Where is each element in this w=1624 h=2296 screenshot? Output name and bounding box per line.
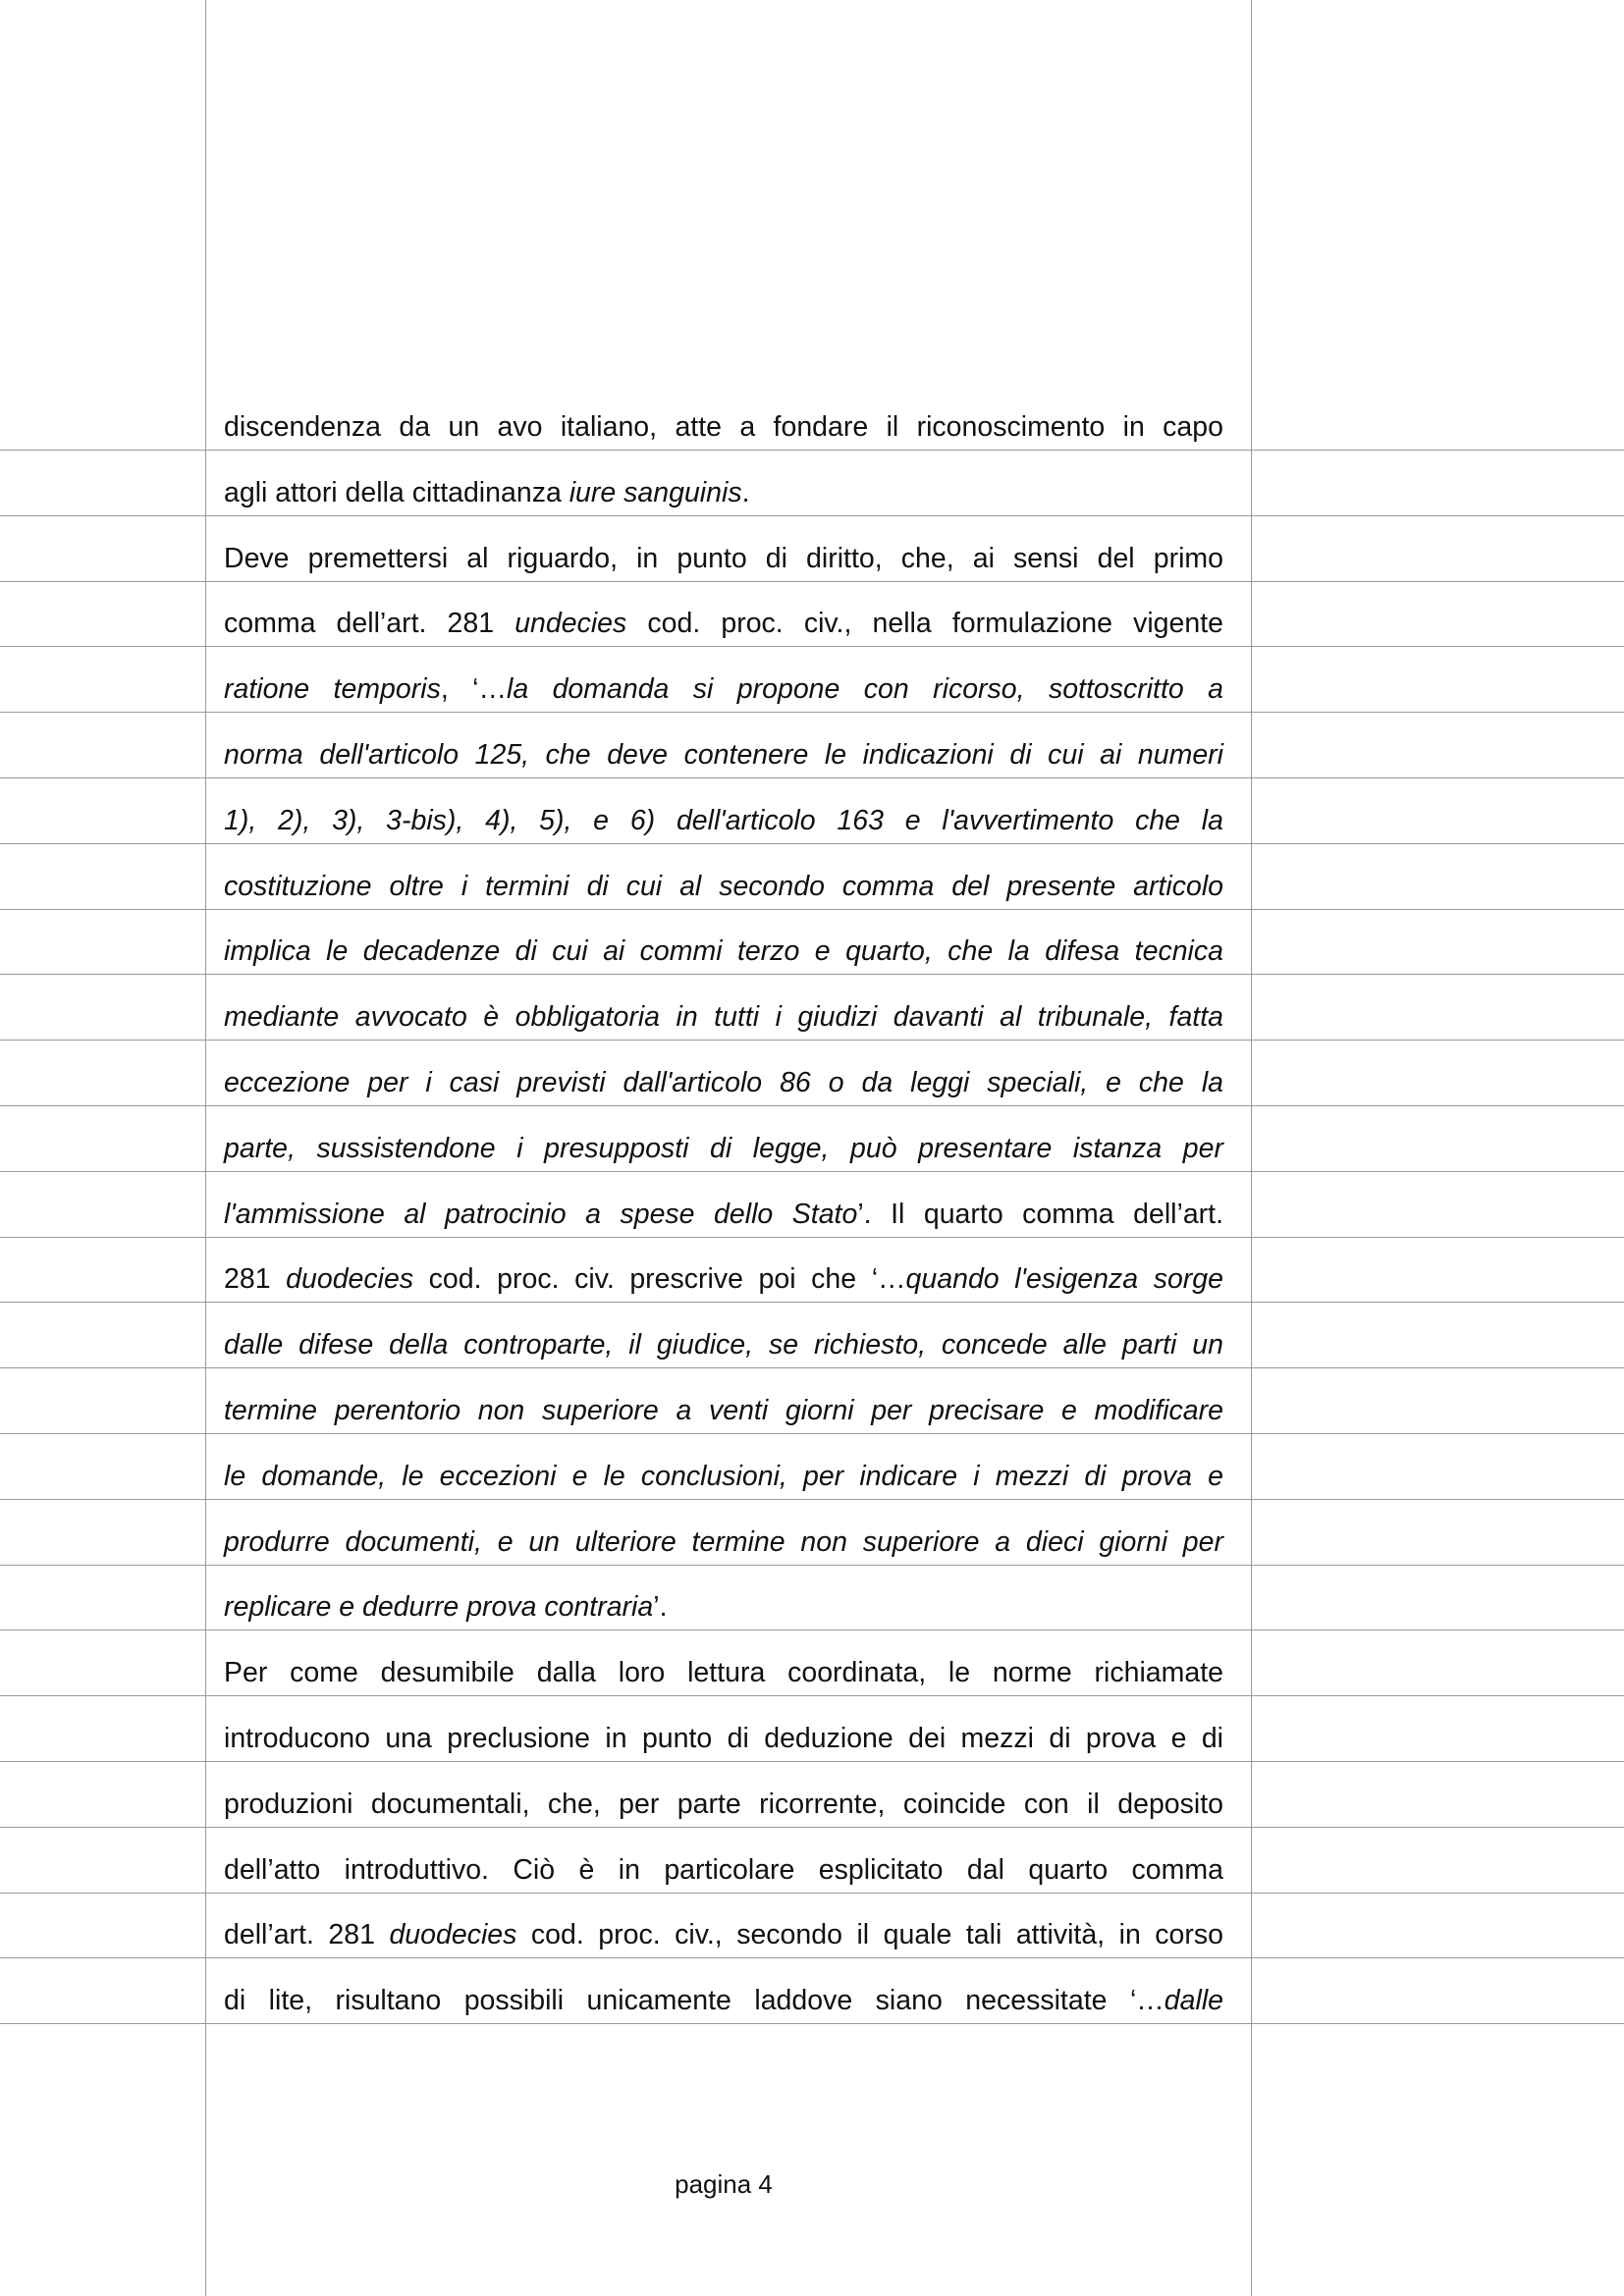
text-segment: 281 [224,1263,287,1296]
italic-text: costituzione oltre i termini di cui al secondo comma del presente articolo [224,870,1223,902]
ruled-line [0,777,1624,778]
text-line [224,607,1223,640]
ruled-line [0,712,1624,713]
ruled-line [0,1367,1624,1368]
ruled-line [0,1629,1624,1630]
text-segment: discendenza da un avo italiano, atte a fondare il riconoscimento in capo [224,411,1223,443]
ruled-line [0,1499,1624,1500]
ruled-line [0,909,1624,910]
ruled-line [0,843,1624,844]
ruled-line [0,1957,1624,1958]
text-segment: cod. proc. civ., nella formulazione vigente [626,608,1223,640]
right-margin-line [1251,0,1252,2296]
italic-text: parte, sussistendone i presupposti di legge, può presentare istanza per [224,1132,1223,1164]
text-line [224,1198,1223,1231]
italic-text: la domanda si propone con ricorso, sottoscritto a [506,673,1223,706]
text-line [224,1918,1223,1951]
ruled-line [0,1827,1624,1828]
text-segment: cod. proc. civ. prescrive poi che ‘… [413,1263,906,1296]
ruled-line [0,1302,1624,1303]
text-line [224,476,1223,509]
text-segment: dell’art. 281 [224,1919,390,1951]
italic-text: norma dell'articolo 125, che deve contenere le indicazioni di cui ai numeri [224,739,1223,771]
text-segment: cod. proc. civ., secondo il quale tali attività, in corso [516,1919,1223,1951]
text-segment: comma dell’art. 281 [224,608,515,640]
italic-text: l'ammissione al patrocinio a spese dello Stato [224,1198,858,1230]
text-segment: , ‘… [440,673,507,706]
ruled-line [0,1105,1624,1106]
italic-text: replicare e dedurre prova contraria [224,1591,654,1624]
text-line [224,1328,1223,1362]
ruled-line [0,1237,1624,1238]
text-segment: Deve premettersi al riguardo, in punto di diritto, che, ai sensi del primo [224,542,1223,574]
text-line [224,410,1223,444]
ruled-line [0,1040,1624,1041]
italic-text: quando l'esigenza sorge [905,1263,1223,1296]
italic-text: undecies [514,608,627,640]
italic-text: le domande, le eccezioni e le conclusioni, per indicare i mezzi di prova e [224,1460,1223,1492]
ruled-line [0,2023,1624,2024]
ruled-line [0,646,1624,647]
text-segment: agli attori della cittadinanza [224,476,569,508]
ruled-line [0,450,1624,451]
ruled-line [0,1893,1624,1894]
italic-text: implica le decadenze di cui ai commi terzo e quarto, che la difesa tecnica [224,935,1223,968]
italic-text: iure sanguinis [568,476,742,508]
text-line [224,1132,1223,1165]
italic-text: eccezione per i casi previsti dall'articolo 86 o da leggi speciali, e che la [224,1067,1223,1098]
text-line [224,1788,1223,1821]
text-segment: ’. [653,1591,668,1624]
left-margin-line [205,0,206,2296]
text-line [224,1656,1223,1689]
italic-text: duodecies [286,1263,414,1296]
text-segment: dell’atto introduttivo. Ciò è in particolare esplicitato dal quarto comma [224,1853,1223,1886]
text-line [224,672,1223,706]
italic-text: dalle [1164,1985,1223,2017]
ruled-line [0,1565,1624,1566]
text-segment: Per come desumibile dalla loro lettura coordinata, le norme richiamate [224,1657,1223,1689]
italic-text: ratione temporis [224,673,441,706]
italic-text: produrre documenti, e un ulteriore termine non superiore a dieci giorni per [224,1525,1223,1558]
text-segment: . [741,476,750,508]
text-segment: di lite, risultano possibili unicamente laddove siano necessitate ‘… [224,1985,1164,2017]
text-line [224,1525,1223,1559]
text-line [224,1590,1223,1624]
text-segment: introducono una preclusione in punto di deduzione dei mezzi di prova e di [224,1723,1223,1754]
text-line [224,1066,1223,1099]
text-line [224,1000,1223,1034]
text-segment: ’. Il quarto comma dell’art. [857,1198,1223,1230]
text-line [224,934,1223,968]
page-footer: pagina 4 [675,2169,773,2199]
italic-text: termine perentorio non superiore a venti giorni per precisare e modificare [224,1395,1223,1426]
text-line [224,870,1223,903]
text-line [224,542,1223,575]
ruled-line [0,974,1624,975]
text-line [224,1460,1223,1493]
text-line [224,1394,1223,1427]
ruled-line [0,1171,1624,1172]
text-line [224,1262,1223,1296]
ruled-line [0,1433,1624,1434]
italic-text: mediante avvocato è obbligatoria in tutti i giudizi davanti al tribunale, fatta [224,1001,1223,1034]
text-line [224,1853,1223,1887]
ruled-line [0,581,1624,582]
text-segment: produzioni documentali, che, per parte ricorrente, coincide con il deposito [224,1788,1223,1820]
italic-text: dalle difese della controparte, il giudice, se richiesto, concede alle parti un [224,1329,1223,1362]
ruled-line [0,515,1624,516]
text-line [224,1722,1223,1755]
text-line [224,804,1223,837]
italic-text: 1), 2), 3), 3-bis), 4), 5), e 6) dell'articolo 163 e l'avvertimento che la [224,804,1223,836]
ruled-line [0,1761,1624,1762]
text-line [224,1984,1223,2017]
text-line [224,738,1223,772]
ruled-line [0,1695,1624,1696]
italic-text: duodecies [389,1919,517,1951]
